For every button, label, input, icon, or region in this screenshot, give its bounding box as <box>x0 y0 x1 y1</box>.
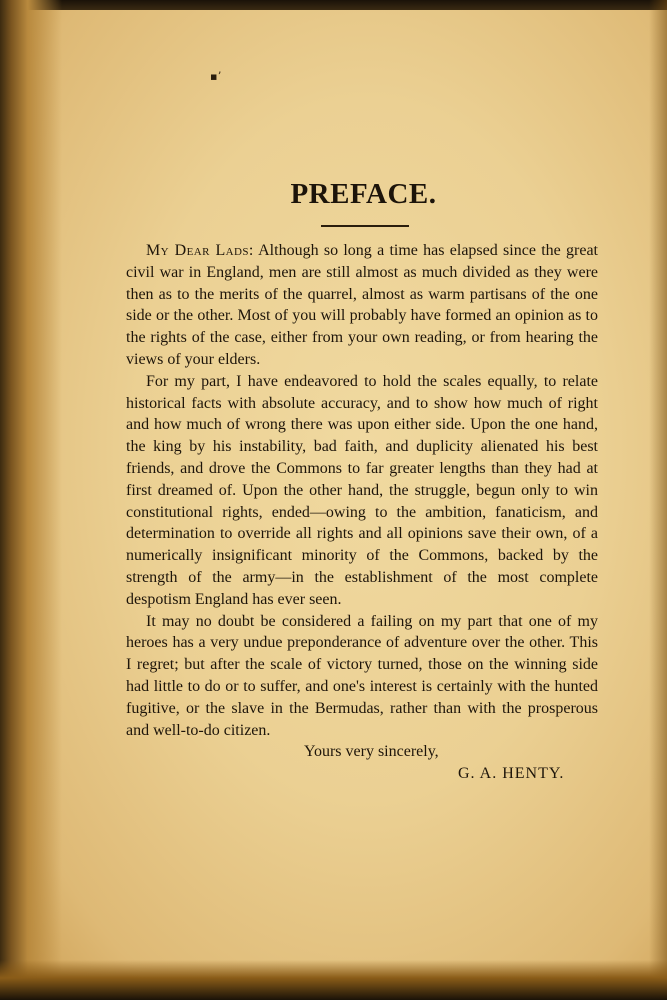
closing-line: Yours very sincerely, <box>304 743 439 761</box>
paragraph-2: For my part, I have endeavored to hold the scales equally, to relate historical facts with absolute accuracy, and to show how much of right and how much of wrong there was upon either side. Upon the one hand, the king by his instability, bad faith, and duplicity alienated his best friends, and drove the Commons to far greater lengths than they had at first dreamed of. Upon the other hand, the struggle, begun only to win constitutional rights, ended—owing to the ambition, fanaticism, and determination to override all rights and all opinions save their own, of a numerically insignificant minority of the Commons, backed by the strength of the army—in the establishment of the most complete despotism England has ever seen. <box>126 372 598 608</box>
preface-body <box>126 240 598 785</box>
paragraph-3: It may no doubt be considered a failing on my part that one of my heroes has a very undue preponderance of adventure over the other. This I regret; but after the scale of victory turned, those on the winning side had little to do or to suffer, and one's interest is certainly with the hunted fugitive, or the slave in the Bermudas, rather than with the prosperous and well-to-do citizen. <box>126 612 598 739</box>
ink-mark: ▪ʼ <box>210 70 221 83</box>
paragraph-1 <box>126 240 598 371</box>
salutation: My Dear Lads: <box>146 242 254 259</box>
page-title: PREFACE. <box>290 178 437 210</box>
paragraph-1-text: Although so long a time has elapsed since the great civil war in England, men are still almost as much divided as they were then as to the merits of the quarrel, almost as warm partisans of the one side or the other. Most of you will probably have formed an opinion as to the rights of the case, either from your own reading, or from hearing the views of your elders. <box>126 242 599 368</box>
author-signature: G. A. HENTY. <box>458 765 565 783</box>
page-right-edge <box>649 0 667 1000</box>
title-rule <box>321 225 409 227</box>
page-top-edge <box>0 0 667 10</box>
page-bottom-edge <box>0 960 667 1000</box>
book-spine-shadow <box>0 0 62 1000</box>
